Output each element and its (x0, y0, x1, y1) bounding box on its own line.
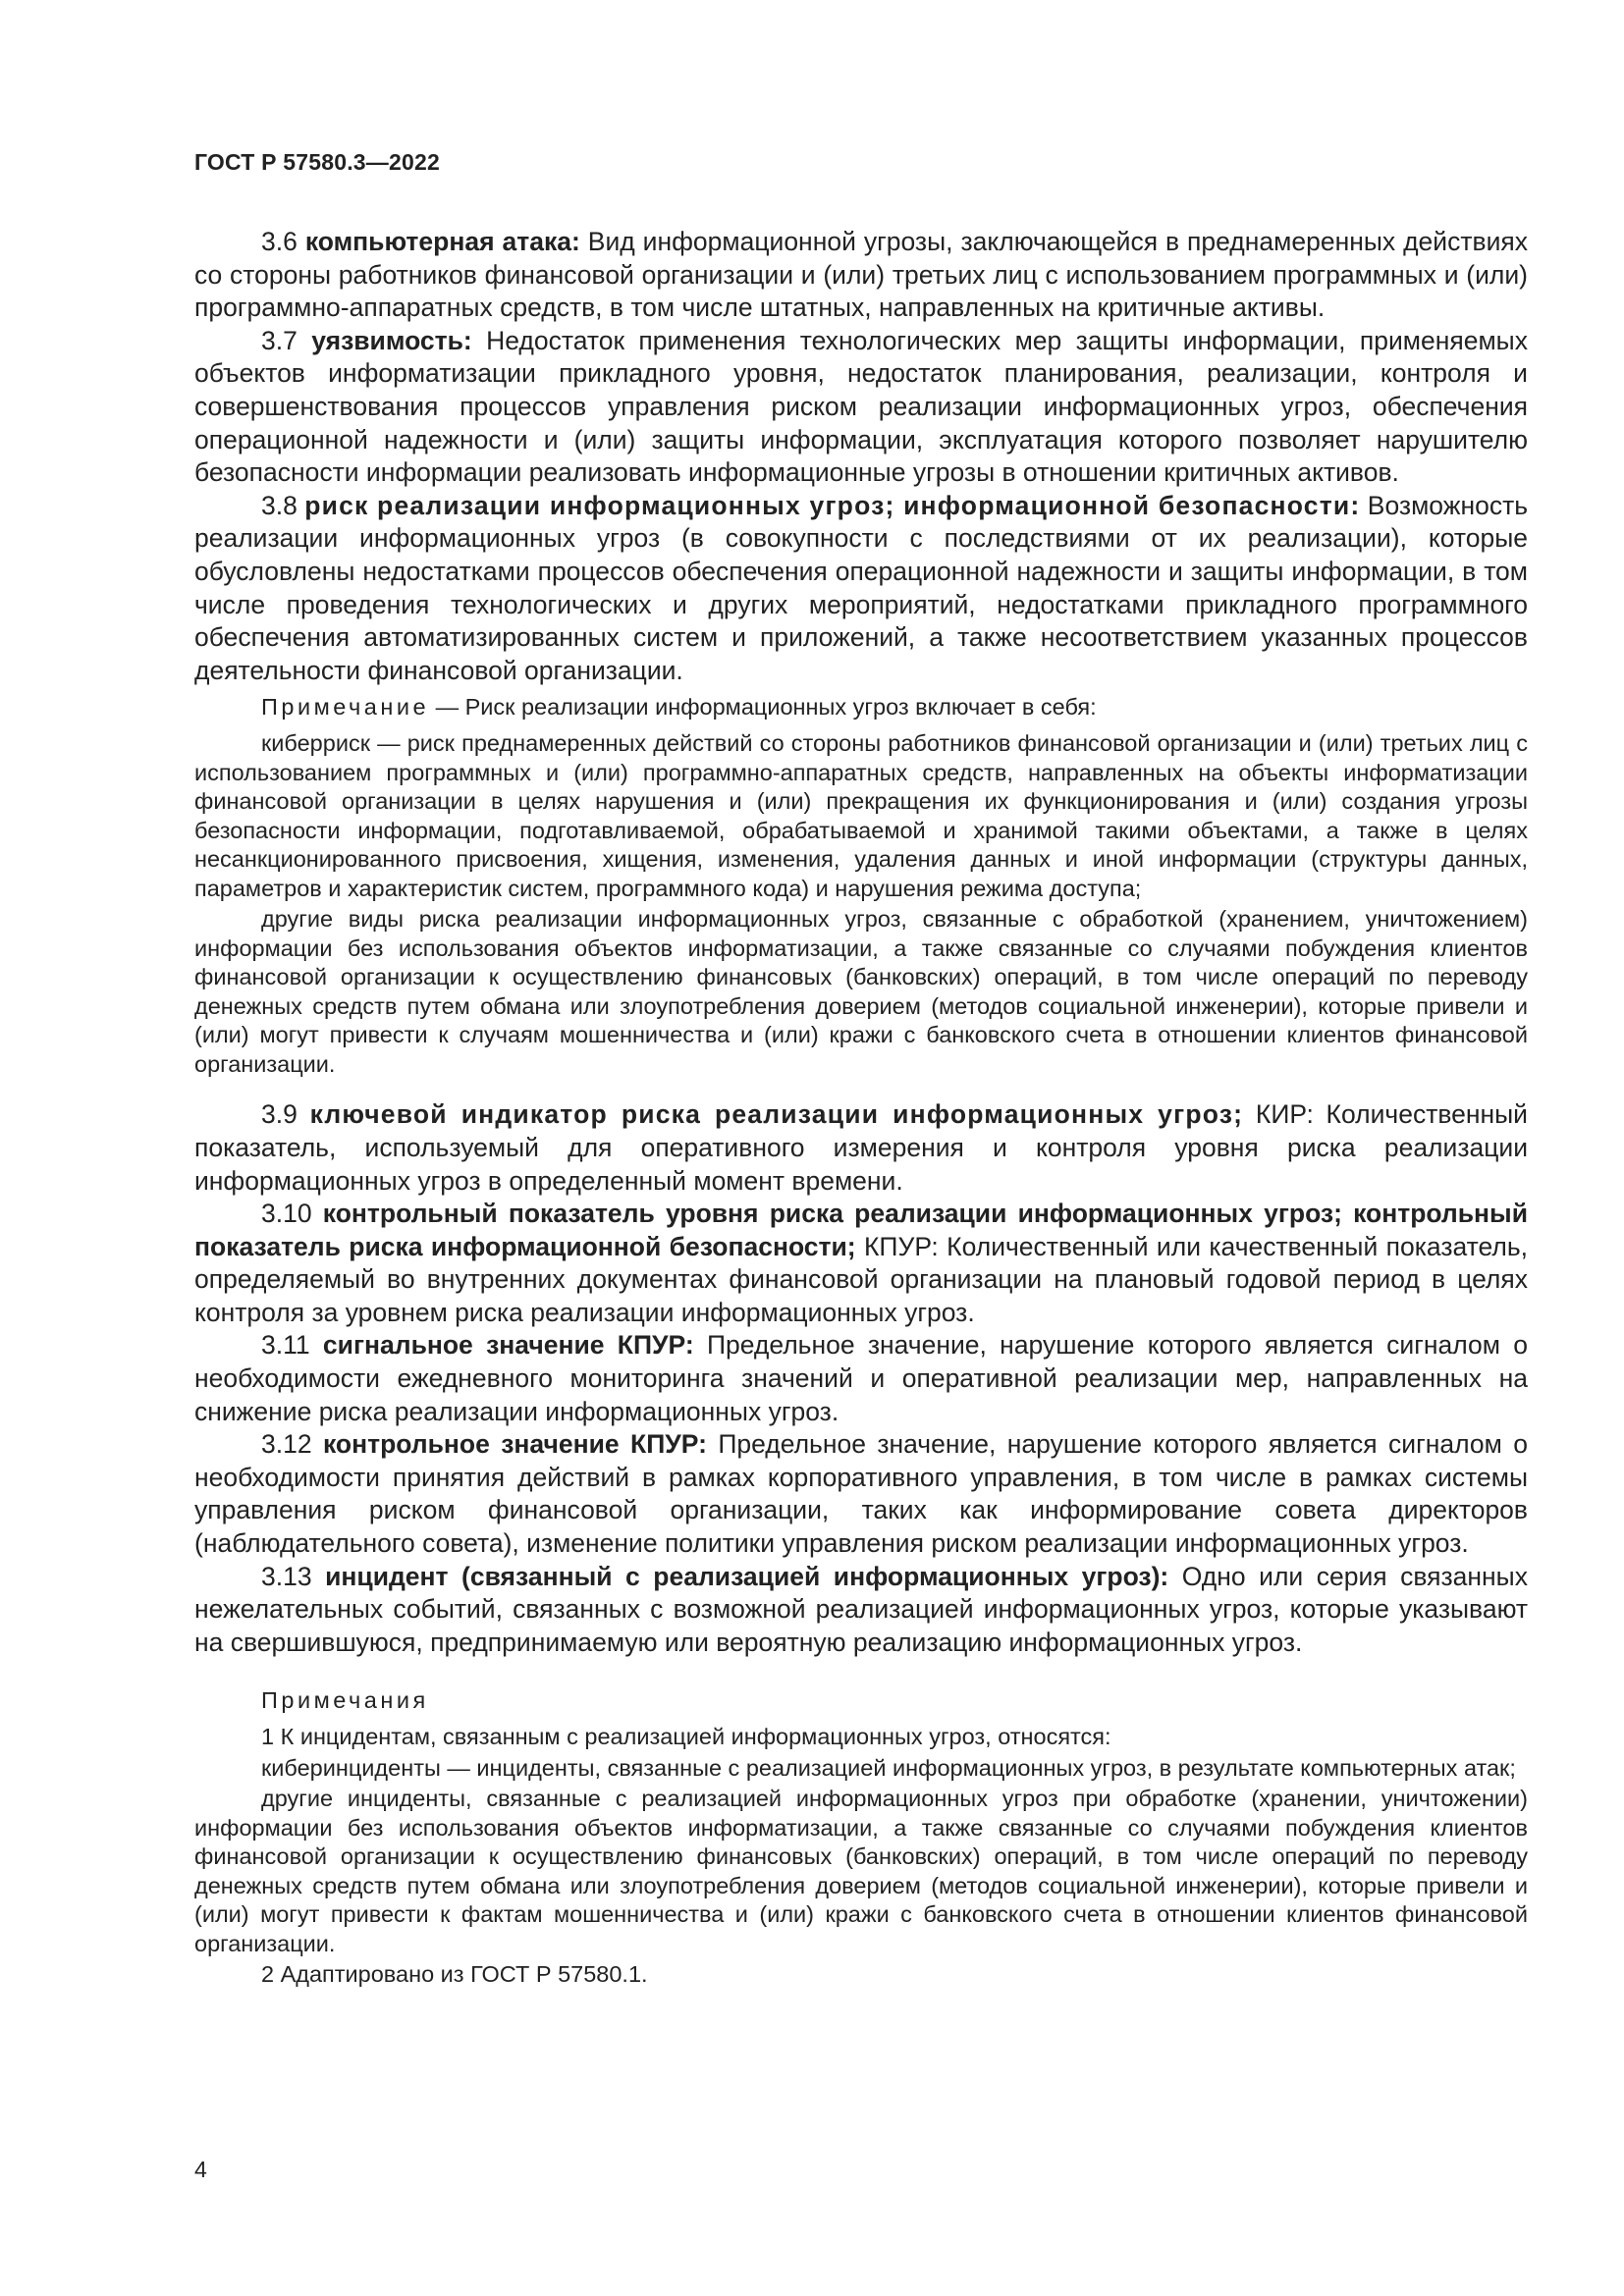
term-title: уязвимость: (311, 325, 472, 355)
term-title: риск реализации информационных угроз; информационной безопасности: (304, 490, 1361, 520)
term-definition: Вид информационной угрозы, заключающейся в преднамеренных действиях со стороны работников финансовой организации и (или) третьих лиц с использованием программных и (или) программно-аппаратных средств, в том числе штатных, направленных на критичные активы. (194, 227, 1528, 323)
term-definition: Недостаток применения технологических мер защиты информации, применяемых объектов информатизации прикладного уровня, недостаток планирования, реализации, контроля и совершенствования процессов управления риском реализации информационных угроз, обеспечения операционной надежности и (или) защиты информации, эксплуатация которого позволяет нарушителю безопасности информации реализовать информационные угрозы в отношении критичных активов. (194, 325, 1528, 488)
note-1-cyberincidents: киберинциденты — инциденты, связанные с реализацией информационных угроз, в результате компьютерных атак; (261, 1754, 1516, 1781)
note-label: Примечание (261, 694, 430, 721)
term-title: контрольное значение КПУР: (322, 1429, 707, 1460)
notes-label: Примечания (261, 1687, 429, 1714)
document-body (194, 226, 1528, 1992)
note-1: 1 К инцидентам, связанным с реализацией информационных угроз, относятся: (261, 1724, 1111, 1750)
term-number: 3.10 (261, 1199, 312, 1229)
term-number: 3.11 (261, 1330, 310, 1361)
note-item-cyber-risk: киберриск — риск преднамеренных действий со стороны работников финансовой организации и (или) третьих лиц с использованием программных и (или) программно-аппаратных средств, направленных на объекты информатизации финансовой организации в целях нарушения и (или) прекращения их функционирования и (или) создания угрозы безопасности информации, подготавливаемой, обрабатываемой и хранимой такими объектами, а также в целях несанкционированного присвоения, хищения, изменения, удаления данных и иной информации (структуры данных, параметров и характеристик систем, программного кода) и нарушения режима доступа; (194, 730, 1528, 901)
document-header: ГОСТ Р 57580.3—2022 (194, 149, 440, 175)
term-title: сигнальное значение КПУР: (322, 1330, 694, 1361)
term-number: 3.12 (261, 1429, 312, 1460)
term-title: контрольный показатель уровня риска реализации информационных угроз; контрольный показатель риска информационной безопасности; (194, 1199, 1528, 1261)
note-1-other-incidents: другие инциденты, связанные с реализацией информационных угроз при обработке (хранении, уничтожении) информации без использования объектов информатизации, а также связанные со случаями побуждения клиентов финансовой организации к осуществлению финансовых (банковских) операций, в том числе операций по переводу денежных средств путем обмана или злоупотребления доверием (методов социальной инженерии), которые привели и (или) могут привести к фактам мошенничества и (или) кражи с банковского счета в отношении клиентов финансовой организации. (194, 1786, 1528, 1956)
term-3-7 (194, 325, 1528, 490)
note-2: 2 Адаптировано из ГОСТ Р 57580.1. (261, 1961, 648, 1988)
term-3-13 (194, 1561, 1528, 1660)
term-3-8 (194, 490, 1528, 688)
note-intro: — Риск реализации информационных угроз включает в себя: (435, 694, 1097, 721)
term-3-12 (194, 1428, 1528, 1560)
term-definition: Одно или серия связанных нежелательных событий, связанных с возможной реализацией информационных угроз, которые указывают на свершившуюся, предпринимаемую или вероятную реализацию информационных угроз. (194, 1561, 1528, 1657)
term-definition: КИР: Количественный показатель, используемый для оперативного измерения и контроля уровня риска реализации информационных угроз в определенный момент времени. (194, 1099, 1528, 1196)
spacer (194, 1081, 1528, 1098)
term-3-9 (194, 1098, 1528, 1198)
term-3-6 (194, 226, 1528, 325)
term-3-11 (194, 1329, 1528, 1428)
term-number: 3.9 (261, 1099, 298, 1130)
term-definition: Возможность реализации информационных угроз (в совокупности с последствиями от их реализации), которые обусловлены недостатками процессов обеспечения операционной надежности и защиты информации, в том числе проведения технологических и других мероприятий, недостатками прикладного программного обеспечения автоматизированных систем и приложений, а также несоответствием указанных процессов деятельности финансовой организации. (194, 490, 1529, 685)
term-number: 3.7 (261, 325, 298, 355)
spacer (194, 1659, 1528, 1681)
term-title: инцидент (связанный с реализацией информационных угроз): (325, 1561, 1169, 1591)
term-title: ключевой индикатор риска реализации информационных угроз; (309, 1099, 1244, 1130)
notes-header (194, 1686, 1528, 1715)
term-number: 3.6 (261, 227, 298, 256)
term-number: 3.13 (261, 1561, 312, 1591)
term-number: 3.8 (261, 490, 298, 520)
term-title: компьютерная атака: (304, 227, 580, 256)
note-item-other-risks: другие виды риска реализации информационных угроз, связанные с обработкой (хранением, уничтожением) информации без использования объектов информатизации, а также связанные со случаями побуждения клиентов финансовой организации к осуществлению финансовых (банковских) операций, в том числе операций по переводу денежных средств путем обмана или злоупотребления доверием (методов социальной инженерии), которые привели и (или) могут привести к случаям мошенничества и (или) кражи с банковского счета в отношении клиентов финансовой организации. (194, 906, 1528, 1077)
term-definition: Предельное значение, нарушение которого является сигналом о необходимости ежедневного мониторинга значений и оперативной реализации мер, направленных на снижение риска реализации информационных угроз. (194, 1330, 1528, 1426)
page-number: 4 (194, 2157, 207, 2182)
term-definition: Предельное значение, нарушение которого является сигналом о необходимости принятия действий в рамках корпоративного управления, в том числе в рамках системы управления риском финансовой организации, таких как информирование совета директоров (наблюдательного совета), изменение политики управления риском реализации информационных угроз. (194, 1429, 1528, 1559)
term-definition: КПУР: Количественный или качественный показатель, определяемый во внутренних документах финансовой организации на плановый годовой период в целях контроля за уровнем риска реализации информационных угроз. (194, 1231, 1528, 1327)
note-header (194, 693, 1528, 721)
term-3-10 (194, 1198, 1528, 1329)
